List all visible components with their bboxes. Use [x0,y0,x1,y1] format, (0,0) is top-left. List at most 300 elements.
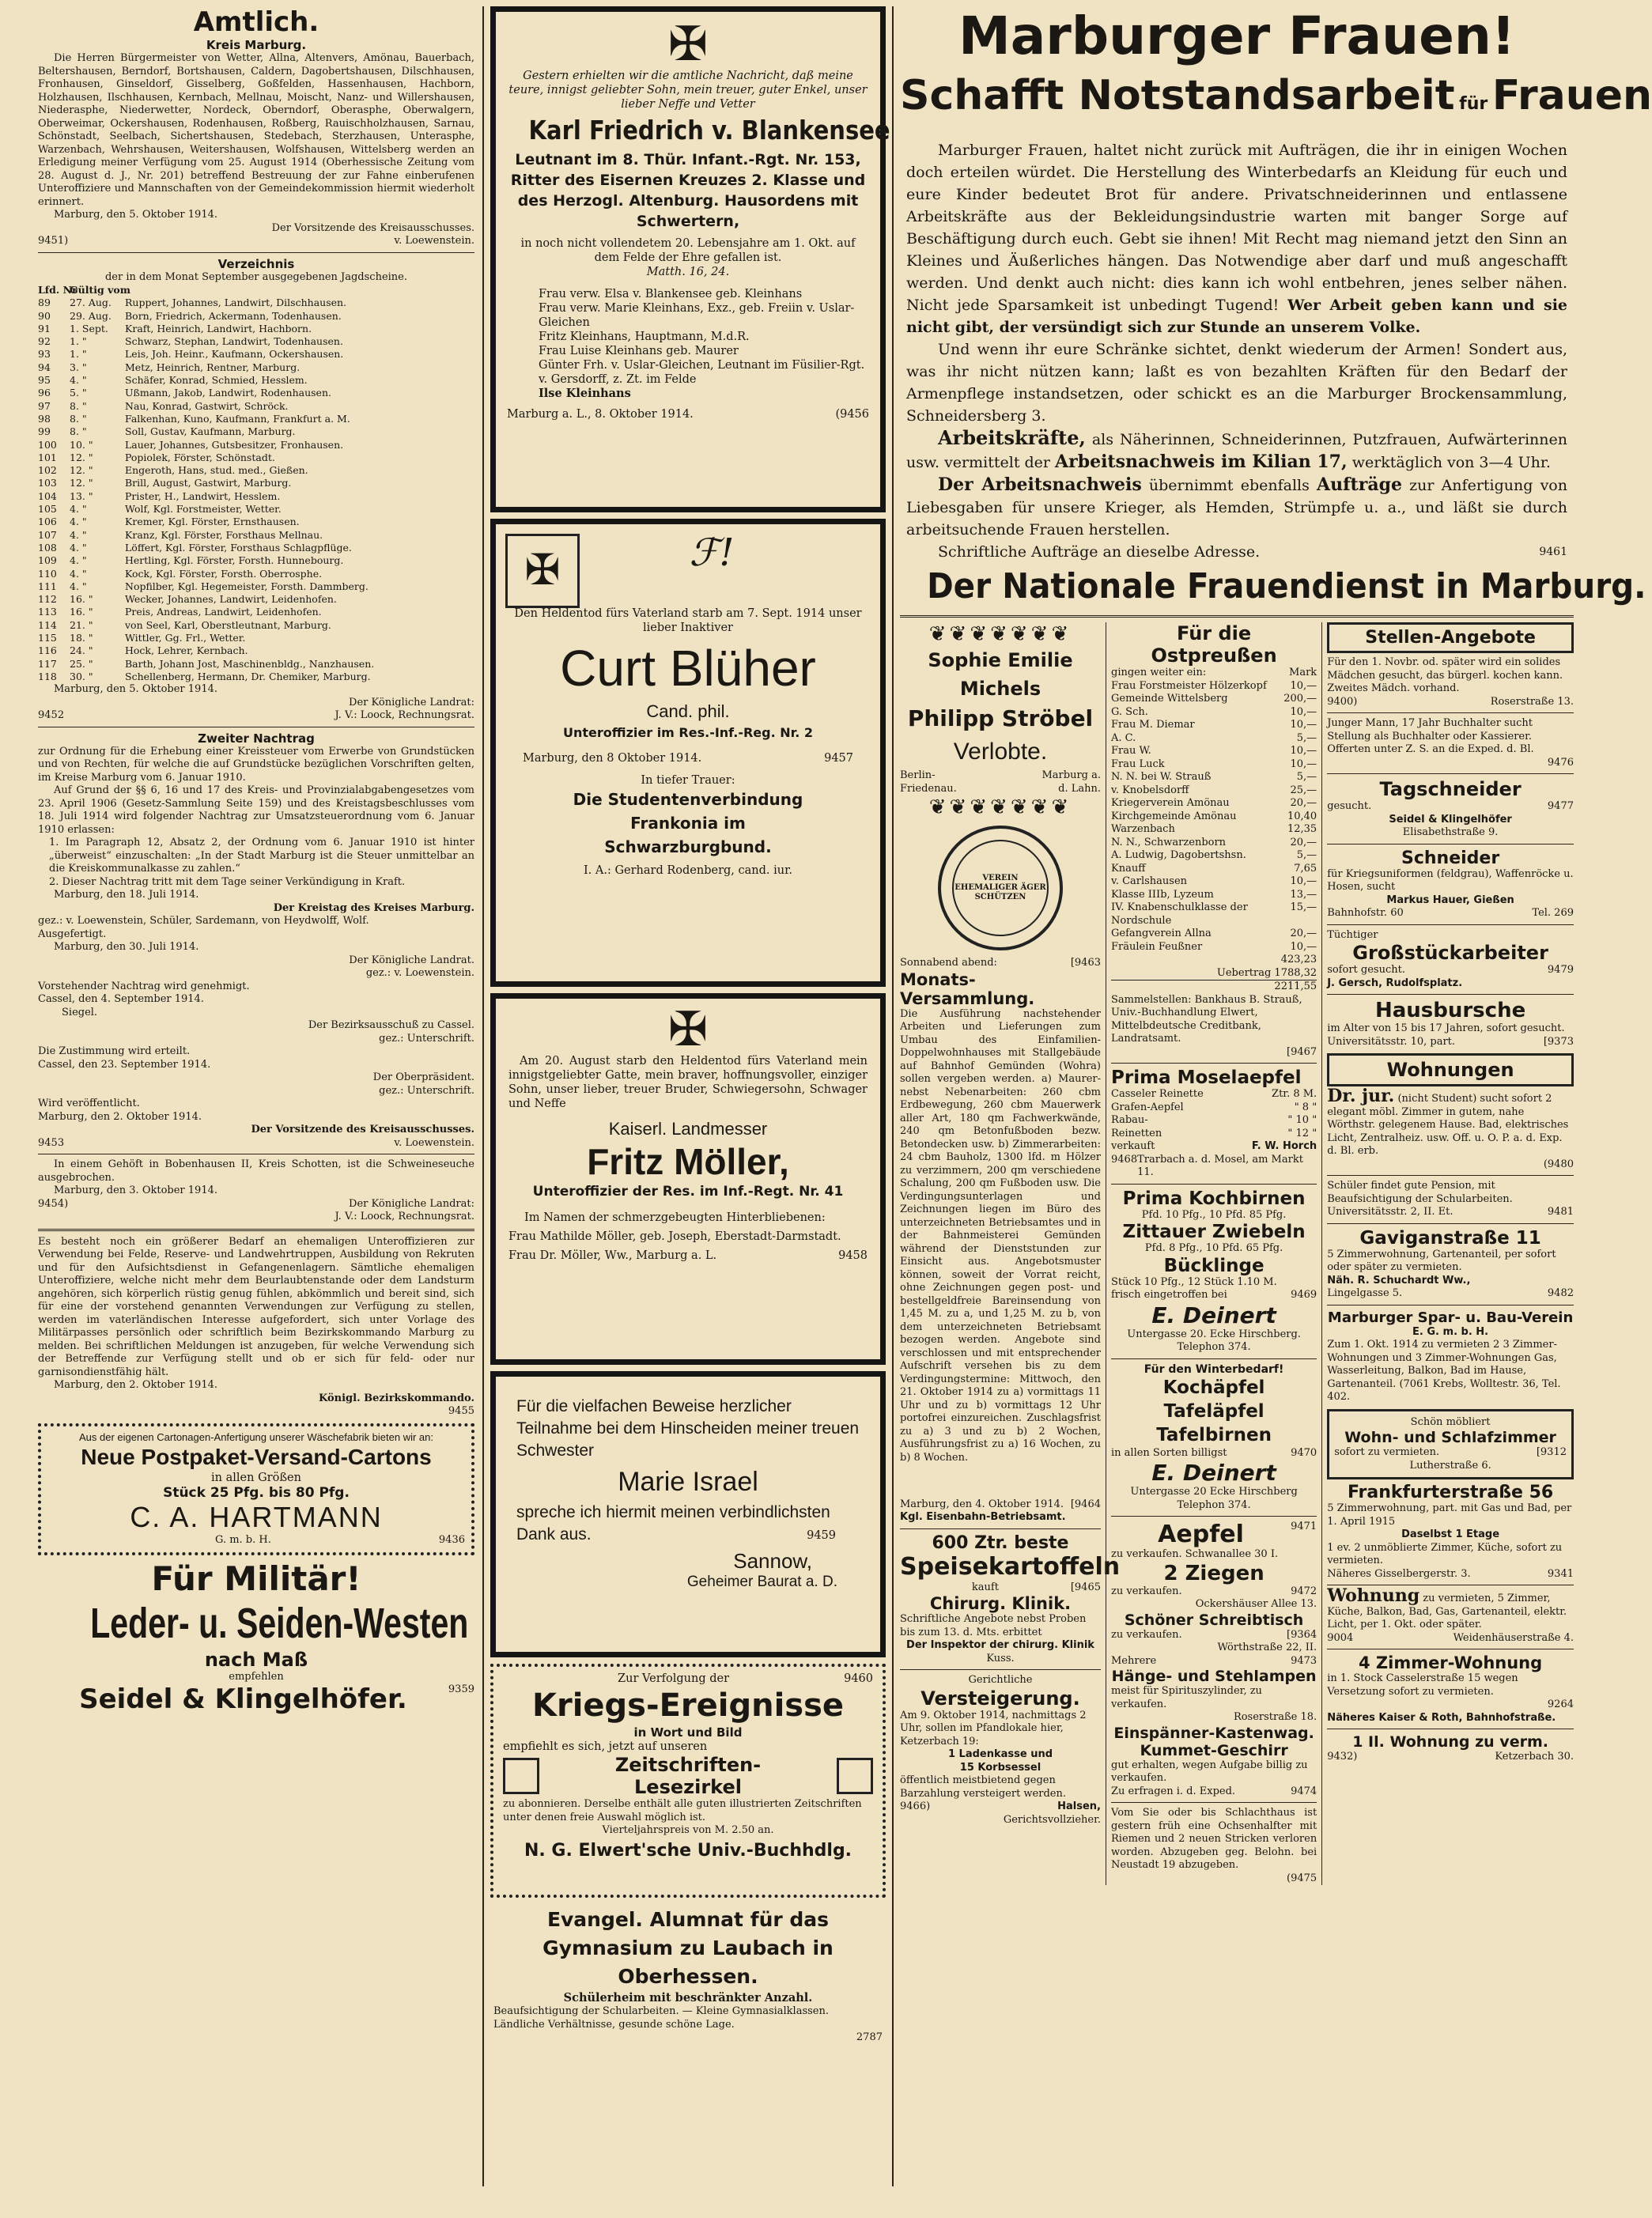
amendment-signature-name-3: gez.: Unterschrift. [379,1032,474,1045]
blueher-cand: Cand. phil. [646,701,730,721]
job-5-number: 9479 [1547,964,1574,976]
herring-price: Stück 10 Pfg., 12 Stück 1.10 M. [1111,1275,1277,1288]
list-item-date: 18. " [70,632,93,644]
donation-row-value: 10,— [1290,745,1317,757]
list-item [38,400,474,413]
blankensee-family-6: Ilse Kleinhans [539,387,631,400]
list-item-nr: 101 [38,451,57,463]
donation-row [1111,889,1317,902]
meeting-when: Sonnabend abend: [900,957,997,969]
auction-text-2: öffentlich meistbietend gegen Barzahlung versteigert werden. [900,1774,1066,1800]
list-item-nr: 114 [38,618,57,631]
list-item [38,361,474,374]
israel-signature: Sannow, [733,1549,812,1573]
blankensee-fell: in noch nicht vollendetem 20. Lebensjahre am 1. Okt. auf dem Felde der Ehre gefallen ist. [520,237,856,264]
deinert-phone-2: Telephon 374. [1177,1498,1251,1511]
donation-row-label: Warzenbach [1111,823,1175,835]
list-item-nr: 116 [38,644,57,657]
moeller-family-1: Frau Mathilde Möller, geb. Joseph, Eberstadt-Darmstadt. [508,1230,841,1243]
blankensee-family-5: Günter Frh. v. Uslar-Gleichen, Leutnant im Füsilier-Rgt. v. Gersdorff, z. Zt. im Felde [539,359,865,386]
apple-price-row-label: Grafen-Aepfel [1111,1101,1184,1113]
donation-row [1111,810,1317,824]
apples-headline: Prima Moselaepfel [1111,1067,1302,1088]
list-title: Verzeichnis [217,256,295,271]
housing-9-address: Ketzerbach 30. [1495,1751,1574,1763]
moeller-bereaved: Im Namen der schmerzgebeugten Hinterbliebenen: [524,1211,826,1224]
harness-text: gut erhalten, wegen Aufgabe billig zu verkaufen. [1111,1759,1308,1784]
list-item-date: 4. " [70,567,87,580]
job-6-number: [9373 [1543,1035,1574,1048]
appeal-text-1: Marburger Frauen, haltet nicht zurück mit Aufträgen, die ihr in einigen Wochen doch erteilen würdet. Die Herstellung des Winterbedarfs an Kleidung für euch und eure Kinder bedeutet Brot für andere. Privatschneiderinnen und entlassene Arbeitskräfte aus der Bekleidungsindustrie warten mit banger Sorge auf Beschäftigung durch euch. Gebt sie ihnen! Mit Recht mag niemand jetzt den Sinn an Kleines und Äußerliches hängen. Das Notwendige aber darf und muß angeschafft werden. Und denkt auch nicht: dies kann ich wohl entbehren, jenes selber nähen. Nicht jede Sparsamkeit ist unbedingt Tugend! [906,142,1567,314]
job-3-number: 9477 [1547,800,1574,812]
list-item-date: 8. " [70,399,87,412]
list-item [38,671,474,683]
donation-row-label: N. N., Schwarzenborn [1111,836,1227,848]
donation-row-label: Fräulein Feußner [1111,940,1203,953]
list-item-name: Schäfer, Konrad, Schmied, Hesslem. [125,374,308,387]
amendment-date-2: Marburg, den 30. Juli 1914. [54,941,199,954]
notice-signature: Der Vorsitzende des Kreisausschusses. [271,221,474,234]
lesezirkel-number: 9460 [844,1672,873,1685]
amendment-signature-name-4: gez.: Unterschrift. [379,1084,474,1097]
amendment-signature-4: Der Oberpräsident. [372,1071,474,1084]
harness-address: Zu erfragen i. d. Exped. [1111,1785,1236,1797]
list-item-nr: 91 [38,322,51,334]
winter-item-2: Tafeläpfel [1163,1400,1265,1422]
job-5-intro: Tüchtiger [1327,928,1378,941]
list-item [38,387,474,399]
list-number: 9452 [38,709,65,722]
nco-notice: Es besteht noch ein größerer Bedarf an ehemaligen Unteroffizieren zur Verwendung bei Felde, Reserve- und Landwehrtruppen, Ausbildung von Rekruten und für den Aufsichtsdienst in Gefangenenlagern. Sämtliche ehemaligen Unteroffiziere, welche nicht mehr dem Beurlaubtenstande oder dem Landsturm angehören, sich körperlich rüstig genug fühlen, abkömmlich und bereit sind, sich für eine der vorstehend genannten Verwendungen zur Verfügung zu stellen, werden im vaterländischen Interesse aufgefordert, sich unter Vorlage des Militärpasses persönlich oder schriftlich beim Bezirkskommando Marburg zu melden. Bei schriftlichen Meldungen ist anzugeben, für welche Verwendung sich der Betreffende zur Verfügung stellt und ob er sich für feld- oder nur garnisondienstfähig hält. [38,1235,474,1378]
blueher-mourning: In tiefer Trauer: [641,774,735,787]
lesezirkel-name: Zeitschriften-Lesezirkel [614,1754,762,1798]
job-6-text: im Alter von 15 bis 17 Jahren, sofort gesucht. [1327,1022,1565,1034]
headline-frauen: Frauen [1491,72,1652,119]
list-item [38,310,474,323]
list-item-date: 3. " [70,361,87,373]
auction-number: 9466) [900,1800,931,1812]
donation-row-label: G. Sch. [1111,705,1148,718]
ostpreussen-headline: Für die Ostpreußen [1151,622,1277,667]
herring-headline: Bücklinge [1163,1255,1265,1276]
hunting-license-list [38,297,474,683]
list-item [38,529,474,542]
headline-fuer: für [1459,94,1488,114]
potatoes-headline-2: Speisekartoffeln [900,1552,1121,1581]
housing-1-text: (nicht Student) sucht sofort 2 elegant möbl. Zimmer in gutem, nahe Wörthstr. gelegenem Hause. Bad, elektrisches Licht, Zentralheiz. usw. Off. u. O. P. a. d. Exp. d. Bl. erb. [1327,1093,1569,1157]
donation-row [1111,771,1317,784]
donation-row [1111,837,1317,850]
association-seal-icon [938,826,1063,950]
list-item [38,348,474,361]
list-item-nr: 106 [38,516,57,528]
donation-row-value: 10,— [1290,679,1317,692]
lost-halter-number: (9475 [1287,1872,1317,1884]
appeal-arbeitsnachweis-2: Der Arbeitsnachweis [938,474,1142,495]
list-item-nr: 105 [38,503,57,516]
thanks-israel [490,1371,886,1657]
list-item [38,593,474,606]
housing-3-address: Lingelgasse 5. [1327,1287,1403,1299]
apple-price-row [1111,1088,1317,1101]
lamps-intro: Mehrere [1111,1654,1157,1667]
list-item-date: 29. Aug. [70,309,112,322]
donation-row-value: 20,— [1290,928,1317,939]
donation-row-label: Klasse IIIb, Lyzeum [1111,888,1214,901]
moeller-family-2: Frau Dr. Möller, Ww., Marburg a. L. [508,1249,717,1262]
apples-address: Trarbach a. d. Mosel, am Markt 11. [1137,1153,1303,1178]
apple-price-row-value: Ztr. 8 M. [1272,1088,1317,1100]
housing-4-text: Zum 1. Okt. 1914 zu vermieten 2 3 Zimmer-Wohnungen und 3 Zimmer-Wohnungen Gas, Wasserleitung, Balkon, Bad im Hause, Gartenanteil. (7061 Krebs, Wolltestr. 36, Tel. 402. [1327,1339,1561,1403]
housing-7-address: Weidenhäuserstraße 4. [1453,1631,1574,1644]
housing-2-number: 9481 [1547,1206,1574,1218]
pears-headline: Prima Kochbirnen [1122,1188,1306,1209]
lesezirkel-word-image: in Wort und Bild [633,1725,743,1740]
list-item-name: Schwarz, Stephan, Landwirt, Todenhausen. [125,335,343,348]
donation-row [1111,706,1317,720]
list-item-nr: 102 [38,464,57,477]
appeal-text-2: Und wenn ihr eure Schränke sichtet, denkt wiederum der Armen! Sondert aus, was ihr nicht nützen kann; laßt es von bezahlten Kräften für den Bedarf der Armenpflege instandsetzen, oder schickt es an die Marburger Brockensammlung, Schneidersberg 3. [906,341,1567,425]
donation-total: 2211,55 [1111,980,1317,994]
list-item [38,335,474,348]
list-item-date: 12. " [70,451,93,463]
blankensee-intro: Gestern erhielten wir die amtliche Nachricht, daß meine teure, innigst geliebter Sohn, mein treuer, guter Enkel, unser lieber Neffe und Vetter [508,70,868,111]
engaged-label: Verlobte. [953,739,1048,765]
list-item [38,490,474,503]
amendment-item-2: 2. Dieser Nachtrag tritt mit dem Tage seiner Verkündigung in Kraft. [49,875,406,888]
list-item [38,297,474,309]
tender-number: [9464 [1070,1498,1101,1510]
column-death-notices [486,0,892,2218]
housing-7-text: zu vermieten, 5 Zimmer, Küche, Balkon, Bad, Gas, Gartenanteil, elektr. Licht, per 1. Okt. oder später. [1327,1593,1567,1630]
amendment-signatories: gez.: v. Loewenstein, Schüler, Sardemann, von Heydwolff, Wolf. [38,915,369,928]
hartmann-price: Stück 25 Pfg. bis 80 Pfg. [163,1485,350,1502]
donation-row-value: 5,— [1296,771,1317,783]
donation-row-label: IV. Knabenschulklasse der Nordschule [1111,901,1248,927]
lamps-headline: Hänge- und Stehlampen [1111,1668,1317,1685]
list-item-date: 4. " [70,554,87,567]
donation-row-value: 5,— [1296,849,1317,861]
appeal-arbeitsnachweis: Arbeitsnachweis im Kilian 17, [1055,452,1348,472]
hartmann-intro: Aus der eigenen Cartonagen-Anfertigung unserer Wäschefabrik bieten wir an: [78,1430,434,1443]
winter-item-3: Tafelbirnen [1156,1424,1272,1445]
lesezirkel-recommend: empfiehlt es sich, jetzt auf unseren [503,1740,708,1753]
auction-intro: Gerichtliche [968,1674,1033,1686]
engaged-name-2: Philipp Ströbel [907,705,1094,731]
list-item-name: Kock, Kgl. Förster, Forsth. Oberrosphe. [125,567,323,580]
housing-2-address: Universitätsstr. 2, II. Et. [1327,1206,1454,1218]
job-4-headline: Schneider [1401,848,1500,868]
housing-5-headline: Wohn- und Schlafzimmer [1344,1429,1556,1446]
israel-name: Marie Israel [618,1467,758,1497]
list-item [38,619,474,632]
donation-row [1111,849,1317,863]
list-item-nr: 95 [38,374,51,387]
subcolumn-a [900,622,1121,1885]
donation-row-value: 10,40 [1287,810,1317,822]
list-item-date: 13. " [70,489,93,502]
blankensee-name: Karl Friedrich v. Blankensee [528,115,890,145]
job-5-headline: Großstückarbeiter [1352,942,1548,964]
housing-5-box [1327,1409,1574,1480]
list-item-nr: 115 [38,632,57,644]
list-item-nr: 110 [38,567,57,580]
job-4-text: für Kriegsuniformen (feldgrau), Waffenröcke u. Hosen, sucht [1327,867,1574,893]
tender-signature: Kgl. Eisenbahn-Betriebsamt. [900,1511,1066,1523]
job-5-employer: J. Gersch, Rudolfsplatz. [1327,977,1463,989]
deinert-address-2: Untergasse 20 Ecke Hirschberg [1130,1486,1298,1498]
headline-marburger-frauen: Marburger Frauen! [958,6,1515,66]
list-item-name: Ruppert, Johannes, Landwirt, Dilschhausen. [125,297,347,309]
list-item-nr: 96 [38,387,51,399]
list-item-nr: 118 [38,670,57,682]
headline-frauendienst: Der Nationale Frauendienst in Marburg. [927,566,1646,606]
list-item-date: 12. " [70,477,93,489]
winter-item-1: Kochäpfel [1162,1377,1265,1398]
apple-price-row-value: " 10 " [1287,1114,1317,1126]
list-item-nr: 112 [38,593,57,606]
list-item-date: 8. " [70,412,87,425]
winter-sorts: in allen Sorten billigst [1111,1446,1227,1459]
list-item-name: Kranz, Kgl. Förster, Forsthaus Mellnau. [125,528,323,541]
nco-number: 9455 [448,1405,474,1418]
apple-price-row-value: " 12 " [1287,1127,1317,1139]
donation-row-value: 10,— [1290,705,1317,718]
tender-date: Marburg, den 4. Oktober 1914. [900,1498,1064,1510]
list-date: Marburg, den 5. Oktober 1914. [54,683,217,696]
desk-address: Wörthstraße 22, II. [1217,1642,1317,1653]
list-item-name: Barth, Johann Jost, Maschinenbldg., Nanzhausen. [125,657,375,670]
donation-row-label: Kirchgemeinde Amönau [1111,810,1237,822]
list-item-date: 27. Aug. [70,297,112,309]
list-item-nr: 93 [38,348,51,361]
donation-carryover: Uebertrag 1788,32 [1216,966,1317,979]
appeal-text-1-bold: Wer Arbeit geben kann und sie nicht gibt, der versündigt sich zur Stunde an unserem Volke. [906,297,1568,336]
list-item [38,580,474,593]
checkbox-box-icon [837,1758,873,1794]
housing-3-number: 9482 [1547,1287,1574,1299]
donation-row-label: Frau Luck [1111,758,1165,770]
nco-date: Marburg, den 2. Oktober 1914. [54,1379,217,1392]
list-item-name: Hertling, Kgl. Förster, Forsth. Hunnebourg. [125,554,344,567]
list-item [38,452,474,464]
list-item-nr: 109 [38,554,57,567]
column-official-notices [0,0,482,2218]
donation-row-value: 20,— [1290,797,1317,809]
apple-price-row [1111,1101,1317,1115]
list-item-nr: 89 [38,297,51,309]
deinert-name-2: E. Deinert [1151,1460,1276,1486]
list-item-name: Soll, Gustav, Kaufmann, Marburg. [125,425,296,438]
job-3-address: Elisabethstraße 9. [1402,826,1499,838]
ad-military-vests [38,1555,474,1721]
israel-number: 9459 [807,1529,836,1542]
iron-cross-icon: ✠ [505,534,580,608]
donation-row [1111,758,1317,772]
potatoes-number: [9465 [1070,1581,1101,1593]
list-item-nr: 113 [38,606,57,618]
blueher-date: Marburg, den 8 Oktober 1914. [523,752,702,765]
list-item-date: 1. Sept. [70,322,108,334]
swine-signature-name: J. V.: Loock, Rechnungsrat. [335,1211,474,1223]
nco-signature: Königl. Bezirkskommando. [318,1392,474,1404]
auction-text: Am 9. Oktober 1914, nachmittags 2 Uhr, sollen im Pfandlokale hier, Ketzerbach 19: [900,1709,1087,1748]
donation-sum: 423,23 [1280,954,1317,965]
notice-signature-name: v. Loewenstein. [394,235,474,247]
ad-hartmann [38,1423,474,1555]
moeller-number: 9458 [838,1249,868,1262]
seal-text: VEREIN EHEMALIGER ÄGER SCHÜTZEN [952,840,1049,936]
job-3-text: gesucht. [1327,800,1372,812]
obituary-blueher [490,519,886,987]
amendment-signature-name-2: gez.: v. Loewenstein. [365,967,474,980]
donation-row-value: 20,— [1290,836,1317,848]
goats-number: 9472 [1291,1585,1317,1597]
list-item [38,658,474,671]
ornament-border-icon: ❦❦❦❦❦❦❦ [928,795,1072,819]
job-1-number: 9400) [1327,695,1358,708]
list-item-date: 1. " [70,335,87,348]
apples-price-list [1111,1088,1317,1140]
pears-price: Pfd. 10 Pfg., 10 Pfd. 85 Pfg. [1141,1208,1287,1221]
housing-2-text: Schüler findet gute Pension, mit Beaufsichtigung der Schularbeiten. [1327,1180,1513,1205]
subtitle-kreis: Kreis Marburg. [206,38,307,52]
list-item-name: Wolf, Kgl. Forstmeister, Wetter. [125,503,282,516]
blueher-name: Curt Blüher [560,640,816,697]
military-recommend: empfehlen [229,1670,284,1683]
israel-intro: Für die vielfachen Beweise herzlicher Teilnahme bei dem Hinscheiden meiner treuen Schwester [516,1397,860,1460]
list-item-name: Lauer, Johannes, Gutsbesitzer, Fronhausen. [125,438,344,451]
donation-row-label: v. Knobelsdorff [1111,784,1189,796]
housing-8-headline: 4 Zimmer-Wohnung [1359,1653,1543,1672]
housing-3-contact: Näh. R. Schuchardt Ww., [1327,1274,1471,1287]
list-item-date: 10. " [70,438,93,451]
list-signature: Der Königliche Landrat: [349,696,474,708]
swine-date: Marburg, den 3. Oktober 1914. [54,1185,217,1197]
obituary-moeller [490,993,886,1365]
lesezirkel-price: Vierteljahrspreis von M. 2.50 an. [602,1824,774,1836]
military-custom: nach Maß [204,1648,308,1671]
engaged-place-1: Berlin-Friedenau. [900,769,957,795]
list-item [38,477,474,489]
list-item-nr: 103 [38,477,57,489]
meeting-headline: Monats-Versammlung. [900,969,1035,1008]
donation-row-label: Knauff [1111,862,1146,875]
list-item [38,464,474,477]
list-item-nr: 104 [38,489,57,502]
list-item-date: 25. " [70,657,93,670]
notice-date: Marburg, den 5. Oktober 1914. [54,209,217,221]
list-item [38,439,474,452]
blankensee-family-2: Frau verw. Marie Kleinhans, Exz., geb. Freiin v. Uslar-Gleichen [539,302,855,329]
donation-row-label: v. Carlshausen [1111,875,1188,887]
donation-row-value: 15,— [1290,901,1317,913]
apples-number: 9468 [1111,1153,1138,1166]
ostpreussen-mark: Mark [1289,667,1317,678]
appeal-written: Schriftliche Aufträge an dieselbe Adresse. [938,543,1261,561]
blankensee-verse: Matth. 16, 24. [646,266,730,278]
housing-headline: Wohnungen [1327,1053,1574,1086]
housing-5-text: sofort zu vermieten. [1334,1446,1440,1458]
list-item-date: 4. " [70,374,87,387]
job-4-phone: Tel. 269 [1532,907,1574,919]
donation-row-value: 10,— [1290,719,1317,731]
amendment-number: 9453 [38,1136,65,1149]
list-item-date: 8. " [70,425,87,438]
list-item [38,516,474,528]
blueher-number: 9457 [824,752,853,765]
list-item-name: Engeroth, Hans, stud. med., Gießen. [125,464,308,477]
potatoes-signature: Der Inspektor der chirurg. Klinik [906,1639,1094,1651]
list-item-name: Nau, Konrad, Gastwirt, Schröck. [125,399,289,412]
lesezirkel-shop: N. G. Elwert'sche Univ.-Buchhdlg. [524,1840,852,1861]
wagon-headline: Einspänner-Kastenwag. [1113,1724,1314,1742]
list-item-name: Brill, August, Gastwirt, Marburg. [125,477,292,489]
donation-row-label: Frau W. [1111,745,1151,757]
section-title-amtlich: Amtlich. [193,6,319,38]
lost-halter-text: Vom Sie oder bis Schlachthaus ist gestern früh eine Ochsenhalfter mit Riemen und 2 neuen Stricken verloren worden. Abzugeben geg. Belohn. bei Neustadt 19 abzugeben. [1111,1807,1317,1871]
list-item-name: Prister, H., Landwirt, Hesslem. [125,489,281,502]
list-item-name: Nopfilber, Kgl. Hegemeister, Forsth. Dammberg. [125,580,369,592]
job-4-employer: Markus Hauer, Gießen [1386,894,1514,906]
alumnat-number: 2787 [856,2031,883,2043]
job-3-employer: Seidel & Klingelhöfer [1389,813,1512,826]
list-item [38,503,474,516]
amendment-text: Auf Grund der §§ 6, 16 und 17 des Kreis- und Provinzialabgabengesetzes vom 23. April 1906 (Gesetz-Sammlung Seite 159) und des Kreistagsbeschlusses vom 18. Juli 1914 wird folgender Nachtrag zur Umsatzsteuerordnung vom 6. Januar 1910 erlassen: [38,784,474,836]
donation-row-label: Frau Forstmeister Hölzerkopf [1111,679,1267,692]
list-item [38,632,474,644]
donation-row [1111,732,1317,746]
job-5-text: sofort gesucht. [1327,964,1405,976]
blueher-rank: Unteroffizier im Res.-Inf.-Reg. Nr. 2 [562,725,814,740]
apple-price-row-label: Reinetten [1111,1127,1162,1139]
amendment-date-5: Marburg, den 2. Oktober 1914. [38,1110,202,1123]
donation-list [1111,680,1317,954]
hartmann-headline: Neue Postpaket-Versand-Cartons [81,1445,432,1470]
list-item-name: Hock, Lehrer, Kernbach. [125,644,248,657]
list-item-date: 4. " [70,503,87,516]
amendment-approval: Vorstehender Nachtrag wird genehmigt. [38,980,250,992]
list-item-name: Wittler, Gg. Frl., Wetter. [125,632,246,644]
amendment-signature: Der Kreistag des Kreises Marburg. [273,901,474,914]
potatoes-text: Schriftliche Angebote nebst Proben bis zum 13. d. Mts. erbittet [900,1613,1087,1638]
swine-notice: In einem Gehöft in Bobenhausen II, Kreis Schotten, ist die Schweineseuche ausgebrochen. [38,1158,474,1184]
list-item [38,374,474,387]
list-item-date: 16. " [70,606,93,618]
donation-row-value: 10,— [1290,875,1317,887]
list-item-date: 24. " [70,644,93,657]
housing-6-address: Näheres Gisselbergerstr. 3. [1327,1567,1471,1580]
list-item-name: Kraft, Heinrich, Landwirt, Hachborn. [125,322,312,334]
headline-notstandsarbeit: Schafft Notstandsarbeit [900,72,1455,119]
auction-signature-title: Gerichtsvollzieher. [1003,1813,1101,1826]
job-4-address: Bahnhofstr. 60 [1327,907,1404,919]
list-item [38,554,474,567]
potatoes-clinic: Chirurg. Klinik. [929,1594,1072,1613]
list-item-name: Metz, Heinrich, Rentner, Marburg. [125,361,301,373]
notice-mayors: Die Herren Bürgermeister von Wetter, Allna, Altenvers, Amönau, Bauerbach, Beltershausen, Berndorf, Bortshausen, Caldern, Dagobertshausen, Dilschhausen, Fronhausen, Ginseldorf, Gisselberg, Goßfelden, Hassenhausen, Hachborn, Holzhausen, Ilschhausen, Kernbach, Mellnau, Moischt, Nanz- und Willershausen, Niederasphe, Niederwetter, Nordeck, Oberndorf, Oberasphe, Oberwalgern, Oberweimar, Ockershausen, Rodenhausen, Roßberg, Rauischholzhausen, Sarnau, Schönstadt, Seelbach, Sichertshausen, Stedebach, Sterzhausen, Unterasphe, Warzenbach, Wehrshausen, Weitershausen, Wolfshausen, Wittelsberg werden an Erledigung meiner Verfügung vom 25. August 1914 (Oberhessische Zeitung vom 28. August d. J., Nr. 201) betreffend Bestreuung der zur Fahne einberufenen Unteroffiziere und Mannschaften von der Gemeindekommission hiermit wiederholt erinnert. [38,52,474,208]
list-item-name: Preis, Andreas, Landwirt, Leidenhofen. [125,606,322,618]
lamps-text: meist für Spirituszylinder, zu verkaufen. [1111,1685,1262,1710]
goats-text: zu verkaufen. [1111,1585,1182,1597]
lesezirkel-intro: Zur Verfolgung der [618,1672,730,1685]
onions-headline: Zittauer Zwiebeln [1122,1222,1306,1242]
list-item-date: 21. " [70,618,93,631]
housing-8-text: in 1. Stock Casselerstraße 15 wegen Versetzung sofort zu vermieten. [1327,1672,1518,1698]
column-rule-right [892,6,894,2186]
housing-3-text: 5 Zimmerwohnung, Gartenanteil, per sofort oder später zu vermieten. [1327,1248,1556,1273]
subcolumn-c [1321,622,1574,1885]
